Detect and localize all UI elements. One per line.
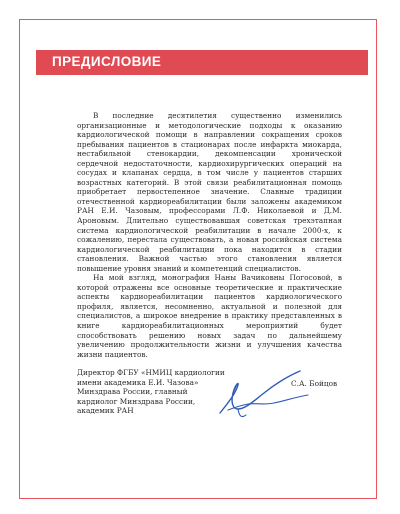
position-line: имени академика Е.И. Чазова» — [77, 377, 199, 387]
position-line: кардиолог Минздрава России, — [77, 396, 196, 406]
handwritten-signature — [208, 363, 318, 433]
author-name: С.А. Бойцов — [291, 379, 338, 388]
paragraph: В последние десятилетия существенно изменились организационные и методологические подходы к оказанию кардиологической помощи в направлении сокращения сроков пребывания пациентов в стационарах после инфаркта миокарда, нестабильной стенокардии, декомпенсации хронической сердечной недостаточности, кардиохирургических операций на сосудах и клапанах сердца, в том числе у пациентов старших возрастных категорий. В этой связи реабилитационная помощь приобретает первостепенное значение. Славные традиции отечественной кардиореабилитации были заложены академиком РАН Е.И. Чазовым, профессорами Л.Ф. Николаевой и Д.М. Ароновым. Длительно существовавшая советская трехэтапная система кардиологической реабилитации в начале 2000-х, к сожалению, перестала существовать, а новая российская система кардиологической реабилитации пока находится в стадии становления. Важной частью этого становления является повышение уровня знаний и компетенций специалистов. — [77, 111, 342, 273]
position-line: Минздрава России, главный — [77, 387, 188, 396]
preface-body — [77, 111, 342, 359]
section-header — [36, 50, 368, 75]
author-position — [77, 368, 225, 416]
position-line: Директор ФГБУ «НМИЦ кардиологии — [77, 368, 225, 377]
paragraph: На мой взгляд, монография Наны Вачиковны Погосовой, в которой отражены все основные теоретические и практические аспекты кардиореабилитации пациентов кардиологического профиля, является, несомненно, актуальной и полезной для специалистов, а широкое внедрение в практику представленных в книге кардиореабилитационных мероприятий будет способствовать решению новых задач по дальнейшему увеличению продолжительности жизни и улучшения качества жизни пациентов. — [77, 273, 342, 359]
position-line: академик РАН — [77, 406, 134, 415]
section-title: ПРЕДИСЛОВИЕ — [52, 54, 162, 69]
